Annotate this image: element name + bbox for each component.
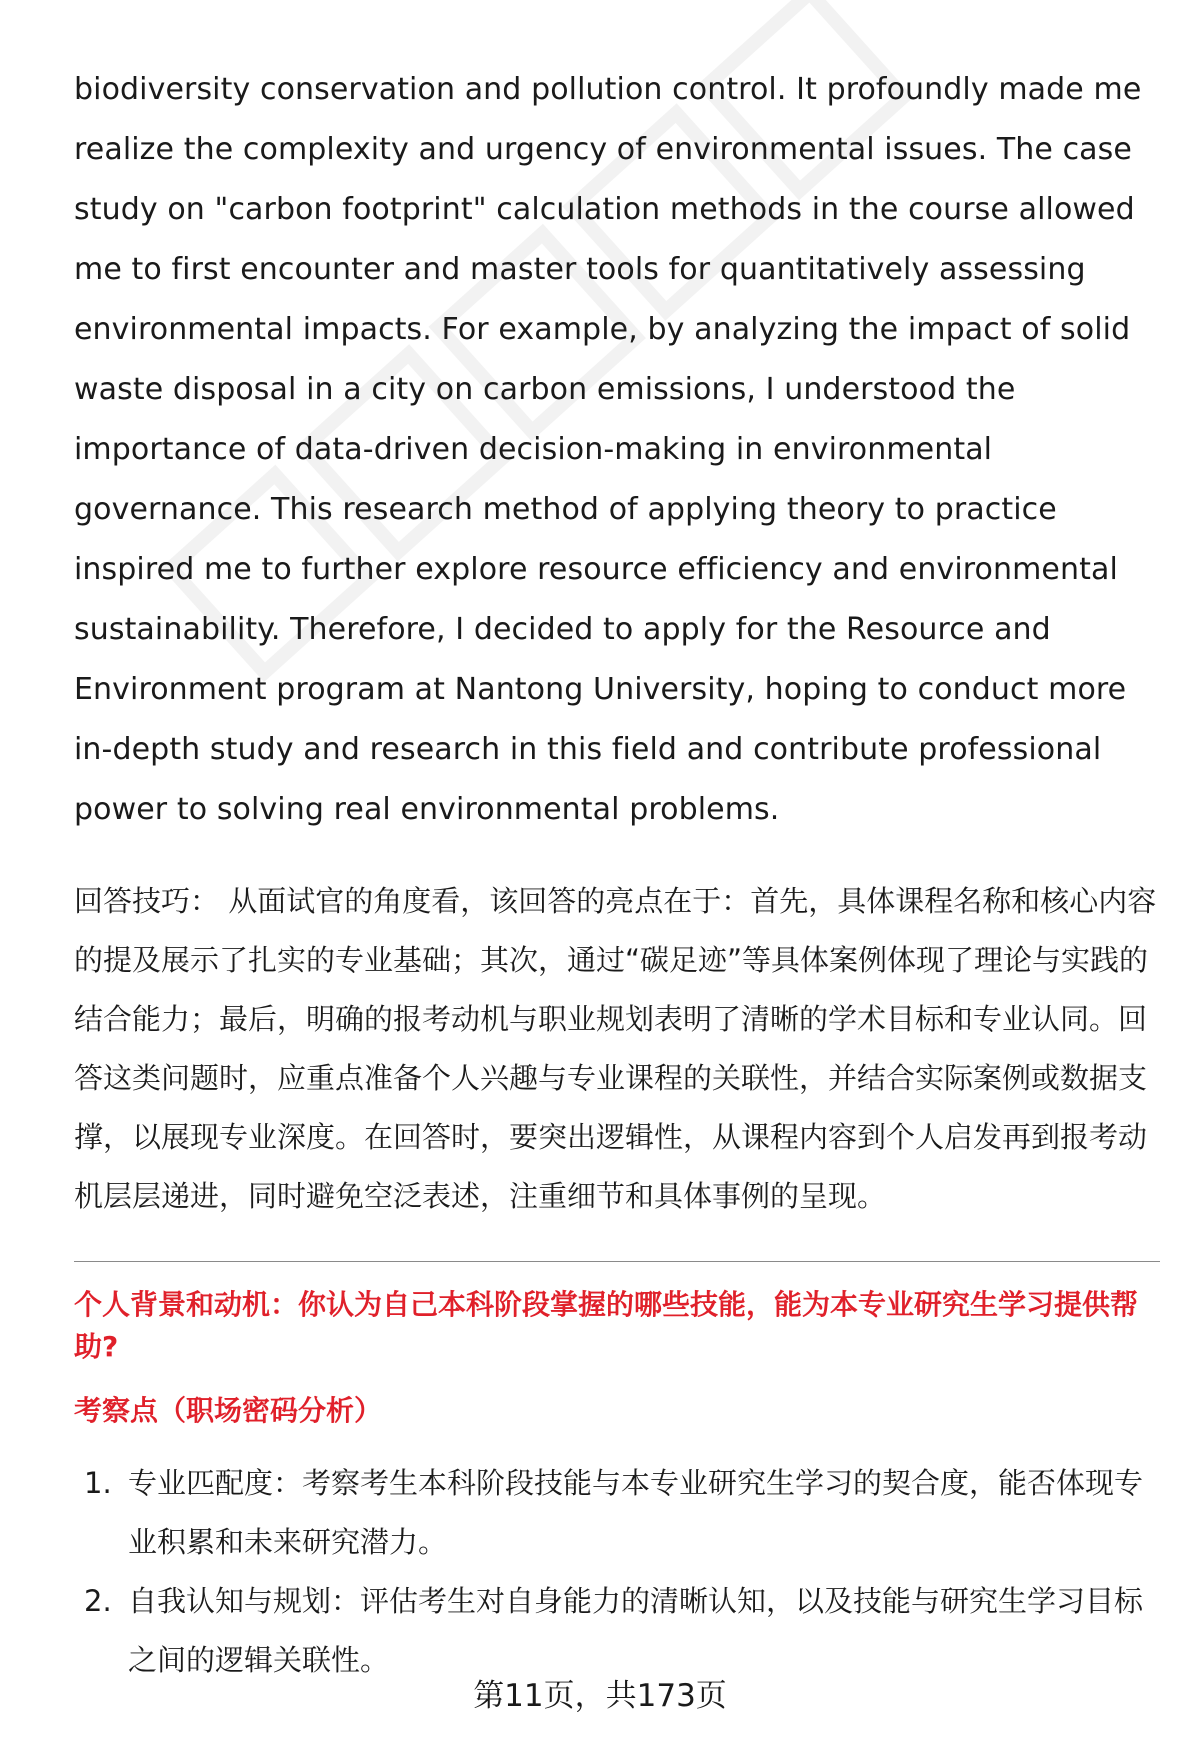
page-number-footer: 第11页，共173页	[473, 1678, 727, 1714]
answer-tips-paragraph: 回答技巧： 从面试官的角度看，该回答的亮点在于：首先，具体课程名称和核心内容的提及展示了扎实的专业基础；其次，通过“碳足迹”等具体案例体现了理论与实践的结合能力；最后，明确的报考动机与职业规划表明了清晰的学术目标和专业认同。回答这类问题时，应重点准备个人兴趣与专业课程的关联性，并结合实际案例或数据支撑，以展现专业深度。在回答时，要突出逻辑性，从课程内容到个人启发再到报考动机层层递进，同时避免空泛表述，注重细节和具体事例的呈现。	[74, 884, 1157, 1213]
list-item-text: 自我认知与规划：评估考生对自身能力的清晰认知，以及技能与研究生学习目标之间的逻辑关联性。	[128, 1584, 1144, 1677]
list-item-text: 专业匹配度：考察考生本科阶段技能与本专业研究生学习的契合度，能否体现专业积累和未来研究潜力。	[128, 1466, 1144, 1559]
main-content	[74, 60, 1160, 1690]
list-item	[74, 1572, 1160, 1690]
question-heading: 个人背景和动机：你认为自己本科阶段掌握的哪些技能，能为本专业研究生学习提供帮助?	[74, 1288, 1139, 1363]
english-answer-paragraph: biodiversity conservation and pollution control. It profoundly made me realize the complexity and urgency of environmental issues. The case study on "carbon footprint" calculation methods in the course allowed me to first encounter and master tools for quantitatively assessing environmental impacts. For example, by analyzing the impact of solid waste disposal in a city on carbon emissions, I understood the importance of data-driven decision-making in environmental governance. This research method of applying theory to practice inspired me to further explore resource efficiency and environmental sustainability. Therefore, I decided to apply for the Resource and Environment program at Nantong University, hoping to conduct more in-depth study and research in this field and contribute professional power to solving real environmental problems.	[74, 72, 1142, 827]
list-item-number: 2.	[84, 1584, 112, 1618]
list-item-number: 1.	[84, 1466, 112, 1500]
list-item	[74, 1454, 1160, 1572]
assessment-points-list	[74, 1454, 1160, 1690]
section-divider	[74, 1261, 1160, 1262]
assessment-points-heading: 考察点（职场密码分析）	[74, 1394, 383, 1427]
